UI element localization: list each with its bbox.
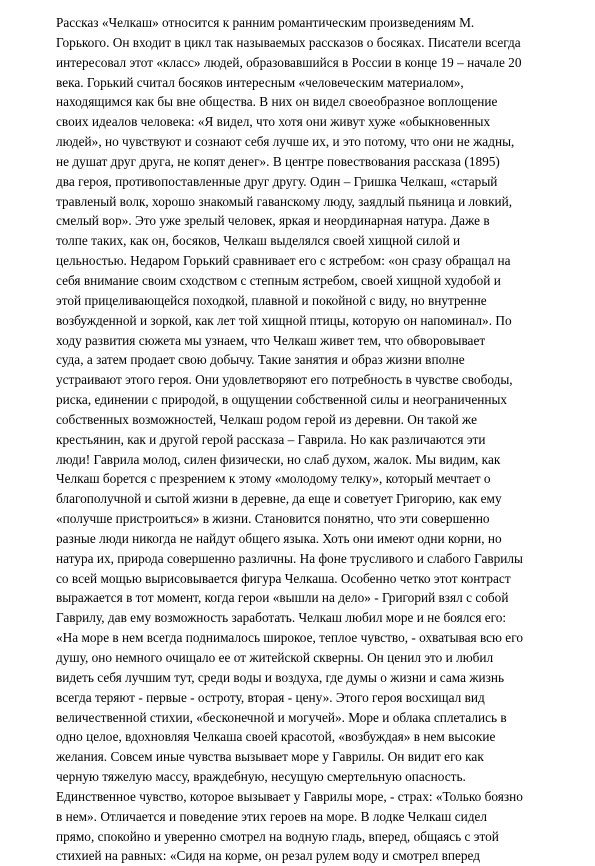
text-line: видеть себя лучшим тут, среди воды и воздуха, где думы о жизни и сама жизнь <box>56 669 505 685</box>
text-line: Единственное чувство, которое вызывает у Гаврилы море, - страх: «Только боязно <box>56 788 523 804</box>
text-line: всегда теряют - первые - остроту, вторая - цену». Этого героя восхищал вид <box>56 689 485 705</box>
text-line: два героя, противопоставленные друг другу. Один – Гришка Челкаш, «старый <box>56 173 498 189</box>
text-line: суда, а затем продает свою добычу. Такие занятия и образ жизни вполне <box>56 352 465 368</box>
text-line: выражается в тот момент, когда герои «вышли на дело» - Григорий взял с собой <box>56 590 509 606</box>
text-line: своих идеалов человека: «Я видел, что хотя они живут хуже «обыкновенных <box>56 114 491 130</box>
text-line: благополучной и сытой жизни в деревне, да еще и советует Григорию, как ему <box>56 491 502 507</box>
text-line: риска, единении с природой, в ощущении собственной силы и неограниченных <box>56 392 508 408</box>
text-line: себя внимание своим сходством с степным ястребом, своей хищной худобой и <box>56 272 501 288</box>
text-line: устраивают этого героя. Они удовлетворяют его потребность в чувстве свободы, <box>56 372 513 388</box>
text-line: Гаврилу, дав ему возможность заработать. Челкаш любил море и не боялся его: <box>56 610 507 626</box>
text-line: прямо, спокойно и уверенно смотрел на водную гладь, вперед, общаясь с этой <box>56 828 499 844</box>
text-line: желания. Совсем иные чувства вызывает море у Гаврилы. Он видит его как <box>56 749 484 765</box>
text-line: в нем». Отличается и поведение этих героев на море. В лодке Челкаш сидел <box>56 808 488 824</box>
text-line: собственных возможностей, Челкаш родом герой из деревни. Он такой же <box>56 411 477 427</box>
text-line: века. Горький считал босяков интересным «человеческим материалом», <box>56 74 464 90</box>
text-line: душу, оно немного очищало ее от житейской скверны. Он ценил это и любил <box>56 650 494 665</box>
text-line: одно целое, вдохновляя Челкаша своей красотой, «возбуждая» в нем высокие <box>56 729 496 745</box>
text-line: стихией на равных: «Сидя на корме, он резал рулем воду и смотрел вперед <box>56 848 481 864</box>
text-line: травленый волк, хорошо знакомый гаванскому люду, заядлый пьяница и ловкий, <box>56 193 513 209</box>
text-line: крестьянин, как и другой герой рассказа – Гаврила. Но как различаются эти <box>56 431 486 447</box>
text-line: интересовал этот «класс» людей, образовавшийся в России в конце 19 – начале 20 <box>56 54 522 70</box>
text-line: со всей мощью вырисовывается фигура Челкаша. Особенно четко этот контраст <box>56 570 511 586</box>
text-line: находящимся как бы вне общества. В них он видел своеобразное воплощение <box>56 94 498 110</box>
text-line: смелый вор». Это уже зрелый человек, яркая и неординарная натура. Даже в <box>56 213 490 229</box>
text-line: «получше пристроиться» в жизни. Становится понятно, что эти совершенно <box>56 511 490 527</box>
text-line: «На море в нем всегда поднималось широкое, теплое чувство, - охватывая всю его <box>56 630 523 646</box>
text-line: толпе таких, как он, босяков, Челкаш выделялся своей хищной силой и <box>56 233 461 249</box>
text-line: Челкаш борется с презрением к этому «молодому телку», который мечтает о <box>56 471 491 487</box>
text-line: натура их, природа совершенно различны. На фоне трусливого и слабого Гаврилы <box>56 550 523 566</box>
text-line: разные люди никогда не найдут общего языка. Хоть они имеют одни корни, но <box>56 530 502 546</box>
text-line: возбужденной и зоркой, как лет той хищной птицы, которую он напоминал». По <box>56 312 512 328</box>
text-line: величественной стихии, «бесконечной и могучей». Море и облака сплетались в <box>56 709 507 725</box>
text-line: ходу развития сюжета мы узнаем, что Челкаш живет тем, что обворовывает <box>56 332 486 348</box>
text-line: не душат друг друга, не копят денег». В центре повествования рассказа (1895) <box>56 153 500 169</box>
text-line: люди! Гаврила молод, силен физически, но слаб духом, жалок. Мы видим, как <box>56 451 501 467</box>
text-line: этой прицеливающейся походкой, плавной и покойной с виду, но внутренне <box>56 292 487 308</box>
text-line: черную тяжелую массу, враждебную, несущую смертельную опасность. <box>56 769 466 785</box>
text-line: Горького. Он входит в цикл так называемых рассказов о босяках. Писатели всегда <box>56 34 521 50</box>
text-line: людей», но чувствуют и сознают себя лучше их, и это потому, что они не жадны, <box>56 134 515 150</box>
body-text <box>56 13 576 866</box>
text-line: цельностью. Недаром Горький сравнивает его с ястребом: «он сразу обращал на <box>56 253 511 269</box>
text-line: Рассказ «Челкаш» относится к ранним романтическим произведениям М. <box>56 15 475 30</box>
